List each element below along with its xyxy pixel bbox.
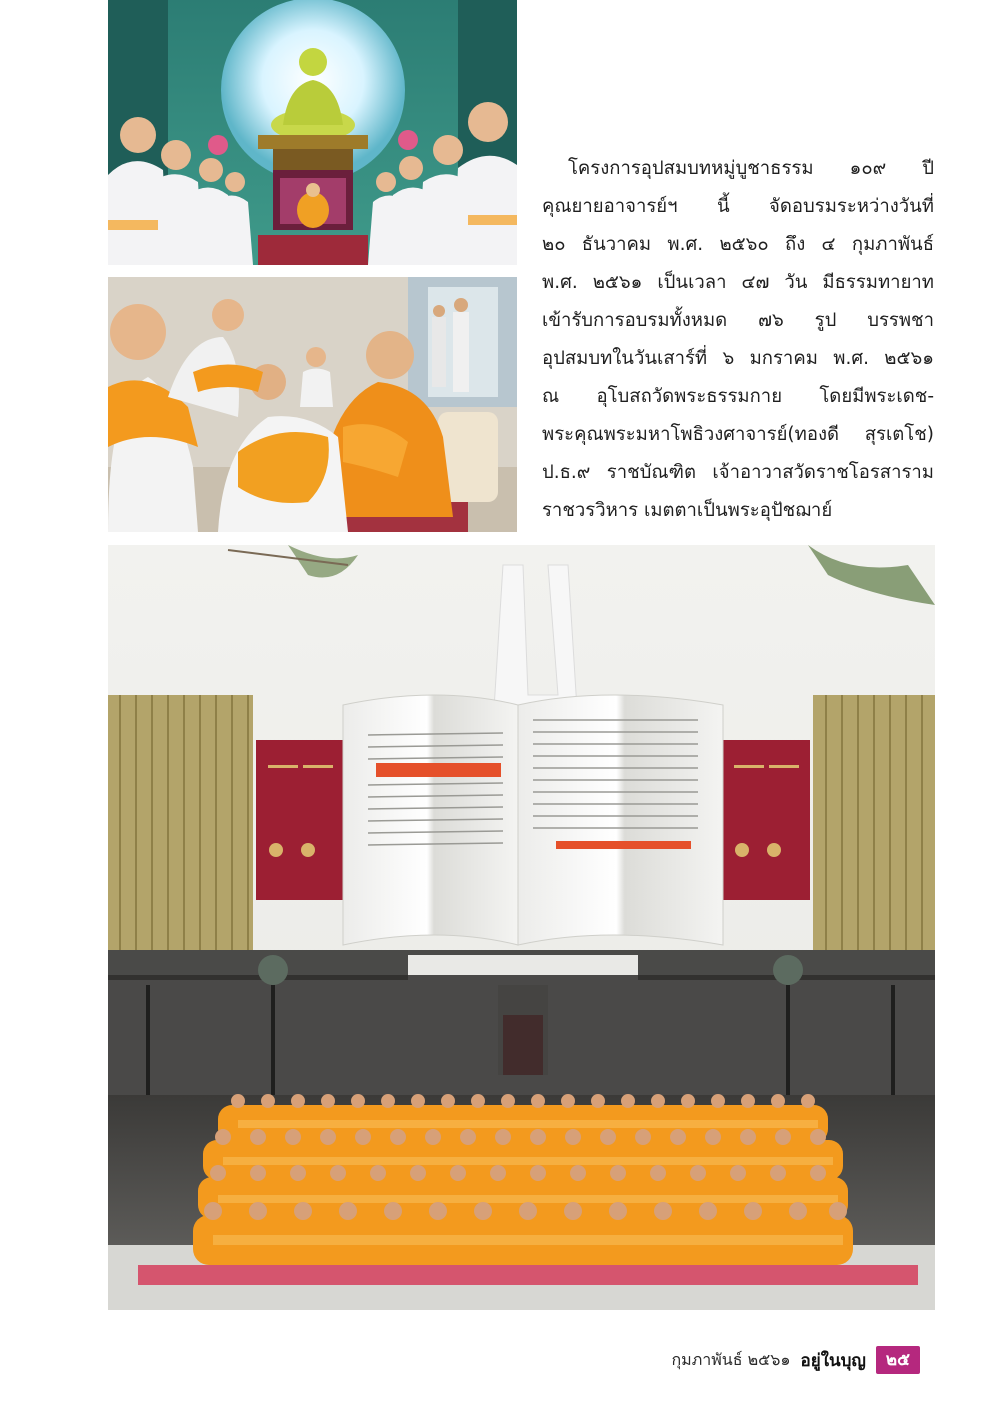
article-line: คุณยายอาจารย์ฯ นี้ จัดอบรมระหว่างวันที่ [542, 196, 934, 217]
photo-ordination-hall [108, 0, 517, 265]
article-line: ป.ธ.๙ ราชบัณฑิต เจ้าอาวาสวัดราชโอรสาราม [542, 462, 934, 483]
group-monks-image [108, 545, 935, 1310]
article-line: อุปสมบทในวันเสาร์ที่ ๖ มกราคม พ.ศ. ๒๕๖๑ [542, 348, 934, 369]
article-line: เข้ารับการอบรมทั้งหมด ๗๖ รูป บรรพชา [542, 310, 934, 331]
robe-presentation-image [108, 277, 517, 532]
ordination-hall-image [108, 0, 517, 265]
magazine-title: อยู่ในบุญ [800, 1350, 866, 1371]
article-line: ณ อุโบสถวัดพระธรรมกาย โดยมีพระเดช- [542, 386, 934, 407]
article-body [542, 150, 934, 530]
issue-month: กุมภาพันธ์ ๒๕๖๑ [671, 1349, 791, 1369]
photo-group-monks [108, 545, 935, 1310]
page-footer [671, 1345, 920, 1375]
article-line: พ.ศ. ๒๕๖๑ เป็นเวลา ๔๗ วัน มีธรรมทายาท [542, 272, 934, 293]
page-number: ๒๕ [876, 1346, 920, 1374]
photo-robe-presentation [108, 277, 517, 532]
article-line: ราชวรวิหาร เมตตาเป็นพระอุปัชฌาย์ [542, 500, 833, 521]
article-line: ๒๐ ธันวาคม พ.ศ. ๒๕๖๐ ถึง ๔ กุมภาพันธ์ [542, 234, 934, 255]
article-line: พระคุณพระมหาโพธิวงศาจารย์(ทองดี สุรเตโช) [542, 424, 934, 445]
article-line: โครงการอุปสมบทหมู่บูชาธรรม ๑๐๙ ปี [568, 158, 934, 179]
